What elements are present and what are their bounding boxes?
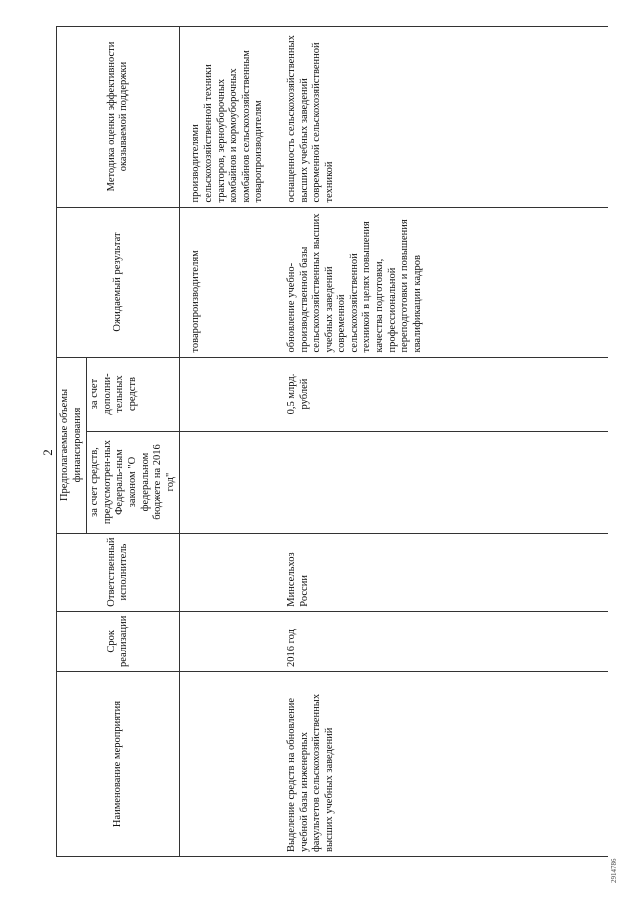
header-method: Методика оценки эффективности оказываемой поддержки xyxy=(57,26,180,207)
cell-funding-budget xyxy=(180,431,268,533)
measures-table xyxy=(56,26,608,857)
cell-result: обновление учебно-производственной базы сельскохозяйственных высших учебных заведений современной сельскохозяйственной техникой в целях повышения качества подготовки, профессиональной переподготовки и повышения квалификации кадров xyxy=(268,207,608,357)
cell-method: оснащенность сельскохозяйственных высших учебных заведений современной сельскохозяйственной техникой xyxy=(268,26,608,207)
cell-term: 2016 год xyxy=(268,611,608,671)
cell-result: товаропроизводителям xyxy=(180,207,268,357)
table-row xyxy=(268,26,608,856)
cell-method: производителями сельскохозяйственной техники тракторов, зерноуборочных комбайнов и кормоуборочных комбайнов сельскохозяйственным товаропроизводителям xyxy=(180,26,268,207)
header-result: Ожидаемый результат xyxy=(57,207,180,357)
cell-executor xyxy=(180,533,268,611)
header-funding-budget: за счет средств, предусмотрен-ных Федераль-ным законом "О федеральном бюджете на 2016 год" xyxy=(87,431,180,533)
cell-executor: Минсельхоз России xyxy=(268,533,608,611)
page-number: 2 xyxy=(40,449,55,456)
table-row xyxy=(180,26,268,856)
cell-term xyxy=(180,611,268,671)
cell-name: Выделение средств на обновление учебной базы инженерных факультетов сельскохозяйственных высших учебных заведений xyxy=(268,672,608,857)
header-funding-extra: за счет дополни-тельных средств xyxy=(87,357,180,431)
cell-funding-budget xyxy=(268,431,608,533)
header-term: Срок реализации xyxy=(57,611,180,671)
header-funding: Предполагаемые объемы финансирования xyxy=(57,357,87,533)
cell-funding-extra: 0,5 млрд. рублей xyxy=(268,357,608,431)
header-executor: Ответственный исполнитель xyxy=(57,533,180,611)
header-name: Наименование мероприятия xyxy=(57,672,180,857)
cell-funding-extra xyxy=(180,357,268,431)
document-id: 2914786 xyxy=(610,858,618,883)
cell-name xyxy=(180,672,268,857)
